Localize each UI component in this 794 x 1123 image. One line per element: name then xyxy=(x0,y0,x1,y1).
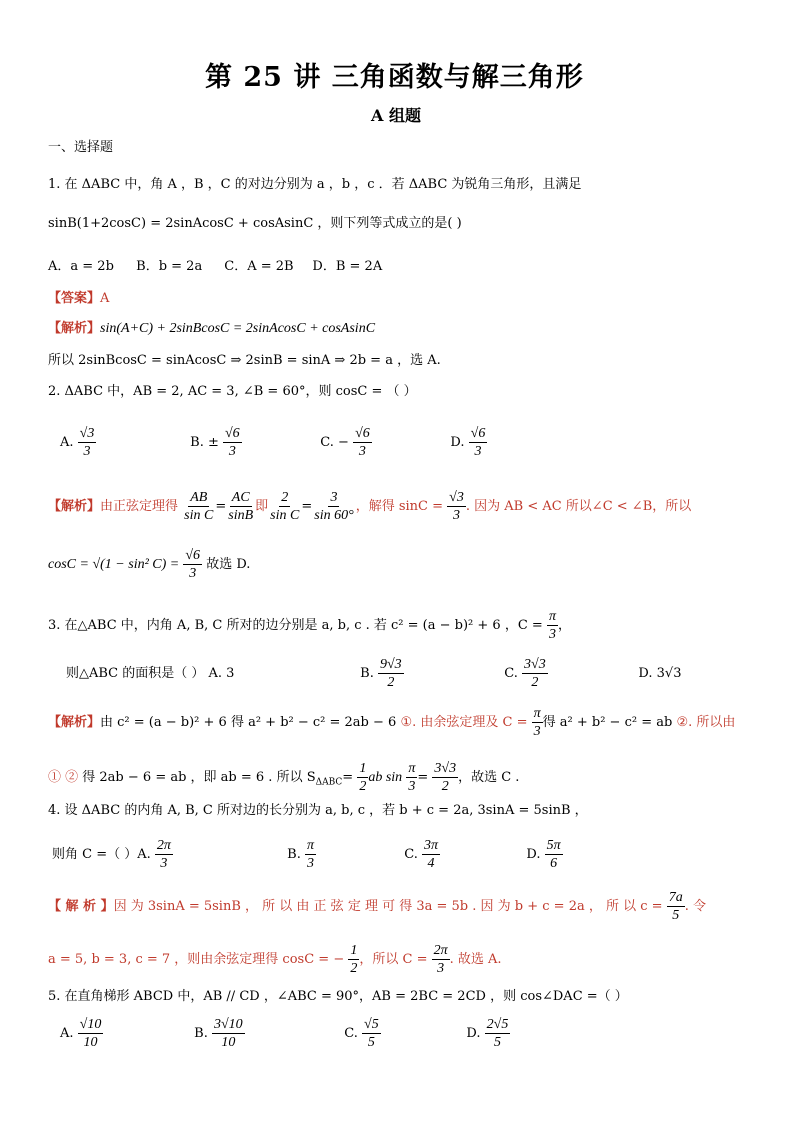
fraction: $\frac{9√3}{2}$ xyxy=(379,657,402,690)
q1-answer xyxy=(48,290,109,308)
q4-option-c: C. $\frac{3\pi}{4}$ xyxy=(404,838,439,871)
q2-stem: 2. ΔABC 中，AB = 2, AC = 3, ∠B = 60°，则 cosC = （ ） xyxy=(48,384,417,399)
fraction: $\frac{2√5}{5}$ xyxy=(486,1017,509,1050)
q1-options xyxy=(48,258,468,276)
q2-options xyxy=(60,425,580,460)
q2-option-a: A. $\frac{√3}{3}$ xyxy=(60,426,95,459)
fraction: $\frac{AB}{\text{sin C}}$ xyxy=(184,490,214,523)
q5-options xyxy=(60,1016,620,1051)
q4-stem: 4. 设 ΔABC 的内角 A, B, C 所对边的长分别为 a, b, c ，若 b + c = 2a, 3sinA = 5sinB ， xyxy=(48,803,588,818)
analysis-equation: sin(A+C) + 2sinBcosC = 2sinAcosC + cosAsinC xyxy=(100,321,376,336)
section-heading: 一、选择题 xyxy=(48,140,114,155)
q4-analysis-line2: a = 5, b = 3, c = 7 ，则由余弦定理得 cosC = − $\frac{1}{2}$ ，所以 C = $\frac{2\pi}{3}$ . 故选 A. xyxy=(48,943,502,976)
fraction: $\frac{\pi}{3}$ xyxy=(408,761,416,794)
q3-option-b: B. $\frac{9√3}{2}$ xyxy=(360,657,402,690)
fraction: $\frac{√5}{5}$ xyxy=(364,1017,379,1050)
fraction: $\frac{3√3}{2}$ xyxy=(434,761,457,794)
q3-stem: 3. 在△ABC 中，内角 A, B, C 所对的边分别是 a, b, c . 若 c² = (a − b)² + 6 ，C = $\frac{\pi}{3}$ ， xyxy=(48,609,571,642)
analysis-label: 【解析】 xyxy=(48,499,101,514)
q4-option-b: B. $\frac{\pi}{3}$ xyxy=(287,838,314,871)
fraction: $\frac{1}{2}$ xyxy=(359,761,367,794)
fraction: $\frac{√6}{3}$ xyxy=(225,426,240,459)
q1-analysis-line1 xyxy=(48,320,375,338)
analysis-label: 【解析】 xyxy=(48,715,101,730)
q2-option-d: D. $\frac{√6}{3}$ xyxy=(450,426,486,459)
q1-stem-line2: sinB(1+2cosC) = 2sinAcosC + cosAsinC ，则下列等式成立的是( ) xyxy=(48,216,462,231)
fraction: $\frac{\pi}{3}$ xyxy=(533,706,541,739)
q2-option-c: C. − $\frac{√6}{3}$ xyxy=(320,426,370,459)
fraction: $\frac{7a}{5}$ xyxy=(668,890,683,923)
q1-option-b: B．b = 2a xyxy=(136,259,203,274)
fraction: $\frac{\pi}{3}$ xyxy=(548,609,556,642)
fraction: $\frac{√3}{3}$ xyxy=(449,490,464,523)
fraction: $\frac{3√3}{2}$ xyxy=(524,657,546,690)
fraction: $\frac{2}{\text{sin C}}$ xyxy=(270,490,300,523)
q2-analysis-line2: cosC = √(1 − sin² C) = $\frac{√6}{3}$ 故选 D. xyxy=(48,548,251,581)
q5-option-c: C. $\frac{√5}{5}$ xyxy=(344,1017,379,1050)
fraction: $\frac{√6}{3}$ xyxy=(470,426,486,459)
fraction: $\frac{2\pi}{3}$ xyxy=(433,943,448,976)
q5-stem: 5. 在直角梯形 ABCD 中，AB // CD ，∠ABC = 90°，AB = 2BC = 2CD ，则 cos∠DAC =（ ） xyxy=(48,989,628,1004)
q1-option-a: A．a = 2b xyxy=(48,259,114,274)
q2-option-b: B. ± $\frac{√6}{3}$ xyxy=(190,426,240,459)
q3-option-a: 则△ABC 的面积是（ ） A. 3 xyxy=(66,666,235,681)
q1-stem-line1: 1. 在 ΔABC 中，角 A ，B ，C 的对边分别为 a ，b ，c ．若 ΔABC 为锐角三角形，且满足 xyxy=(48,177,582,192)
q4-options xyxy=(52,837,652,872)
fraction: $\frac{√6}{3}$ xyxy=(355,426,370,459)
q3-analysis-line1: 【解析】由 c² = (a − b)² + 6 得 a² + b² − c² = 2ab − 6 ①. 由余弦定理及 C = $\frac{\pi}{3}$ 得 a² + b² − c² = ab ②. 所以由 xyxy=(48,706,736,739)
analysis-label: 【解析】 xyxy=(48,321,101,336)
page-title: 第 25 讲 三角函数与解三角形 xyxy=(205,62,584,93)
q3-analysis-line2: ① ② 得 2ab − 6 = ab ，即 ab = 6 . 所以 $S_{\Delta ABC}=$ $\frac{1}{2}$ ab sin $\frac{\pi}{3}$ = $\frac{3√3}{2}$ ，故选 C . xyxy=(48,761,520,794)
fraction: $\frac{AC}{\sin B}$ xyxy=(228,490,254,523)
fraction: $\frac{√3}{3}$ xyxy=(79,426,95,459)
fraction: $\frac{3\pi}{4}$ xyxy=(424,838,439,871)
q5-option-b: B. $\frac{3√10}{10}$ xyxy=(194,1017,243,1050)
q5-option-d: D. $\frac{2√5}{5}$ xyxy=(466,1017,509,1050)
q3-options xyxy=(66,656,686,691)
fraction: $\frac{3√10}{10}$ xyxy=(213,1017,243,1050)
q1-analysis-line2: 所以 2sinBcosC = sinAcosC ⇒ 2sinB = sinA ⇒ 2b = a ，选 A. xyxy=(48,353,441,368)
page-subtitle: A 组题 xyxy=(371,106,421,125)
fraction: $\frac{√6}{3}$ xyxy=(185,548,201,581)
q4-analysis-line1: 【 解 析 】因 为 3sinA = 5sinB ， 所 以 由 正 弦 定 理 可 得 3a = 5b . 因 为 b + c = 2a ， 所 以 c = $\frac{7a}{5}$ . 令 xyxy=(48,890,706,923)
fraction: $\frac{5\pi}{6}$ xyxy=(546,838,561,871)
fraction: $\frac{2\pi}{3}$ xyxy=(156,838,171,871)
q4-option-d: D. $\frac{5\pi}{6}$ xyxy=(526,838,561,871)
fraction: $\frac{3}{\sin 60^\circ}$ xyxy=(314,490,354,523)
fraction: $\frac{\pi}{3}$ xyxy=(306,838,314,871)
q4-option-a: 则角 C =（ ）A. $\frac{2\pi}{3}$ xyxy=(52,838,171,871)
fraction: $\frac{1}{2}$ xyxy=(350,943,358,976)
answer-value: A xyxy=(100,291,110,306)
q5-option-a: A. $\frac{√10}{10}$ xyxy=(60,1017,102,1050)
q3-option-c: C. $\frac{3√3}{2}$ xyxy=(504,657,546,690)
q1-option-d: D．B = 2A xyxy=(312,259,383,274)
q1-option-c: C．A = 2B xyxy=(224,259,294,274)
analysis-label: 【 解 析 】 xyxy=(48,899,114,914)
q2-analysis-line1: 【解析】由正弦定理得 $\frac{AB}{\text{sin C}}$ = $\frac{AC}{\sin B}$ 即 $\frac{2}{\text{sin C}}$ = $\frac{3}{\sin 60^\circ}$ ，解得 sinC = $\frac{√3}{3}$ . 因为 AB < AC 所以∠C < ∠B，所以 xyxy=(48,490,692,523)
fraction: $\frac{√10}{10}$ xyxy=(79,1017,102,1050)
q3-option-d: D. 3√3 xyxy=(638,666,682,681)
answer-label: 【答案】 xyxy=(48,291,101,306)
